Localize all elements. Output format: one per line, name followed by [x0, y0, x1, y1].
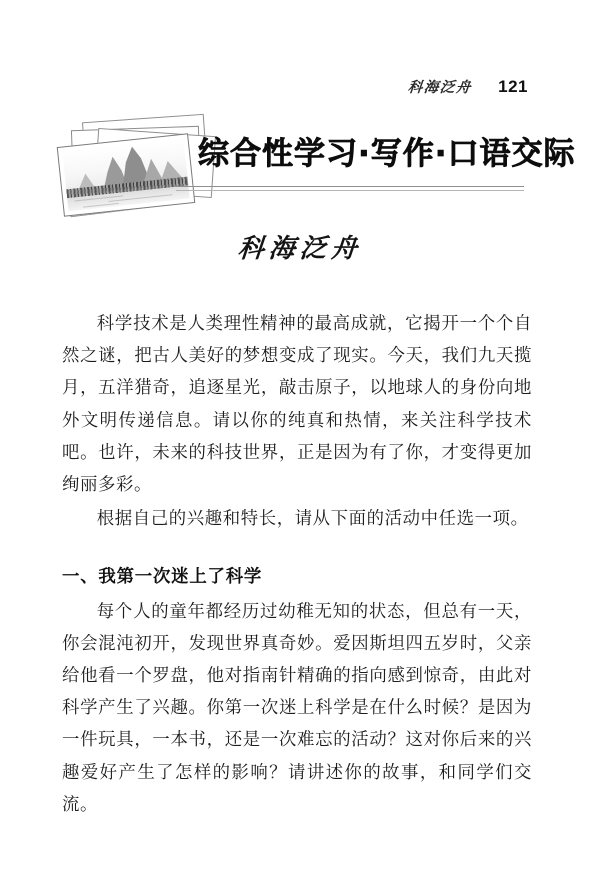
- banner-divider-rule: [176, 186, 524, 191]
- paragraph-instruction: 根据自己的兴趣和特长，请从下面的活动中任选一项。: [96, 509, 529, 530]
- page-number: 121: [498, 77, 528, 96]
- running-head-title: 科海泛舟: [407, 79, 473, 96]
- section-heading-1: 一、我第一次迷上了科学: [62, 567, 263, 588]
- banner-title: 综合性学习·写作·口语交际: [198, 136, 576, 172]
- water-streak: [83, 202, 119, 207]
- article-title: 科海泛舟: [236, 234, 364, 264]
- running-head: [408, 76, 528, 97]
- section-body-1: 每个人的童年都经历过幼稚无知的状态，但总有一天，你会混沌初开，发现世界真奇妙。爱因斯坦四五岁时，父亲给他看一个罗盘，他对指南针精确的指向感到惊奇，由此对科学产生了兴趣。你第一次迷上科学是在什么时候？是因为一件玩具，一本书，还是一次难忘的活动？这对你后来的兴趣爱好产生了怎样的影响？请讲述你的故事，和同学们交流。: [62, 601, 532, 815]
- photo-card-front: [57, 133, 196, 216]
- section-banner: [0, 112, 600, 220]
- paragraph-intro: 科学技术是人类理性精神的最高成就，它揭开一个个自然之谜，把古人美好的梦想变成了现实。今天，我们九天揽月，五洋猎奇，追逐星光，敲击原子，以地球人的身份向地外文明传递信息。请以你的纯真和热情，来关注科学技术吧。也许，未来的科技世界，正是因为有了你，才变得更加绚丽多彩。: [62, 314, 532, 496]
- photo-collage-icon: [58, 118, 218, 216]
- landscape-photo-image: [62, 139, 190, 211]
- article-body: [62, 308, 532, 823]
